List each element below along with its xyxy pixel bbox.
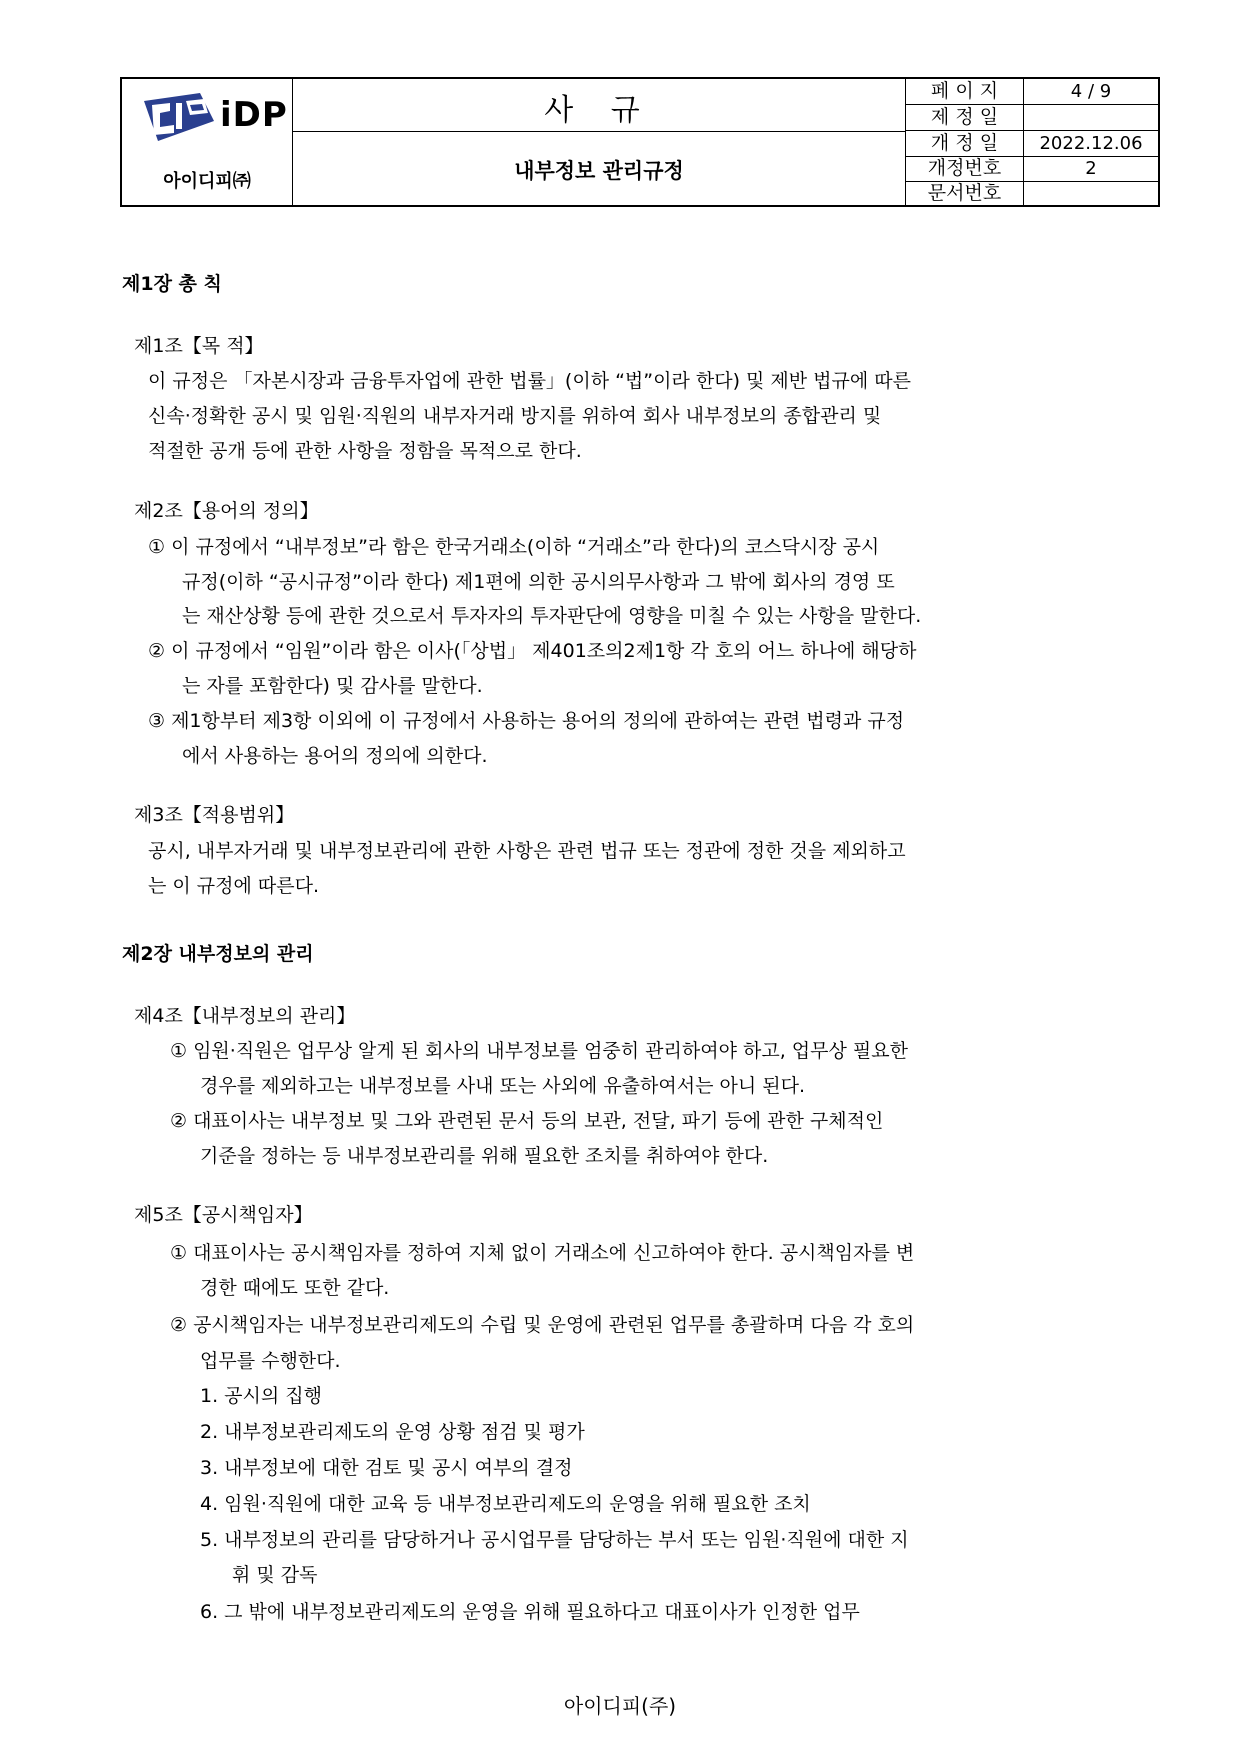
idp-logo-icon: [140, 91, 220, 143]
header-divider: [293, 131, 905, 132]
meta-label-doc-no: 문서번호: [927, 182, 1002, 204]
article-title: 제2조【용어의 정의】: [134, 500, 319, 522]
document-title: 내부정보 관리규정: [514, 159, 684, 183]
page-footer: 아이디피(주): [563, 1694, 677, 1718]
logo-wordmark: iDP: [220, 95, 288, 135]
list-item: 휘 및 감독: [232, 1564, 318, 1586]
list-item: 1. 공시의 집행: [200, 1385, 322, 1407]
article-title: 제5조【공시책임자】: [134, 1204, 313, 1226]
paragraph-line: 기준을 정하는 등 내부정보관리를 위해 필요한 조치를 취하여야 한다.: [200, 1145, 769, 1167]
paragraph-line: 규정(이하 “공시규정”이라 한다) 제1편에 의한 공시의무사항과 그 밖에 회사의 경영 또: [182, 571, 895, 593]
list-item: 2. 내부정보관리제도의 운영 상황 점검 및 평가: [200, 1421, 585, 1443]
list-item: 6. 그 밖에 내부정보관리제도의 운영을 위해 필요하다고 대표이사가 인정한 업무: [200, 1601, 860, 1623]
meta-label-page: 페 이 지: [930, 80, 999, 102]
paragraph-line: ② 이 규정에서 “임원”이라 함은 이사(「상법」 제401조의2제1항 각 호의 어느 하나에 해당하: [148, 640, 917, 662]
paragraph-line: 신속·정확한 공시 및 임원·직원의 내부자거래 방지를 위하여 회사 내부정보의 종합관리 및: [148, 405, 882, 427]
document-header-table: [120, 77, 1160, 207]
meta-label-enacted: 제 정 일: [930, 106, 999, 128]
paragraph-line: 공시, 내부자거래 및 내부정보관리에 관한 사항은 관련 법규 또는 정관에 정한 것을 제외하고: [148, 840, 906, 862]
paragraph-line: ① 대표이사는 공시책임자를 정하여 지체 없이 거래소에 신고하여야 한다. 공시책임자를 변: [170, 1242, 915, 1264]
meta-value-revision-no: 2: [1085, 158, 1097, 179]
list-item: 5. 내부정보의 관리를 담당하거나 공시업무를 담당하는 부서 또는 임원·직원에 대한 지: [200, 1529, 909, 1551]
paragraph-line: ② 대표이사는 내부정보 및 그와 관련된 문서 등의 보관, 전달, 파기 등에 관한 구체적인: [170, 1110, 884, 1132]
paragraph-line: 경한 때에도 또한 같다.: [200, 1277, 390, 1299]
paragraph-line: 는 재산상황 등에 관한 것으로서 투자자의 투자판단에 영향을 미칠 수 있는 사항을 말한다.: [182, 605, 922, 627]
article-title: 제4조【내부정보의 관리】: [134, 1005, 356, 1027]
article-title: 제1조【목 적】: [134, 335, 264, 357]
list-item: 3. 내부정보에 대한 검토 및 공시 여부의 결정: [200, 1457, 573, 1479]
paragraph-line: ③ 제1항부터 제3항 이외에 이 규정에서 사용하는 용어의 정의에 관하여는 관련 법령과 규정: [148, 710, 905, 732]
meta-value-revised: 2022.12.06: [1039, 133, 1143, 154]
paragraph-line: 경우를 제외하고는 내부정보를 사내 또는 사외에 유출하여서는 아니 된다.: [200, 1075, 805, 1097]
chapter-heading: 제1장 총 칙: [122, 273, 222, 295]
company-logo: [122, 79, 292, 205]
chapter-heading: 제2장 내부정보의 관리: [122, 943, 314, 965]
paragraph-line: 에서 사용하는 용어의 정의에 의한다.: [182, 745, 488, 767]
meta-value-page: 4 / 9: [1070, 81, 1112, 102]
article-title: 제3조【적용범위】: [134, 804, 295, 826]
paragraph-line: ① 이 규정에서 “내부정보”라 함은 한국거래소(이하 “거래소”라 한다)의 코스닥시장 공시: [148, 536, 880, 558]
paragraph-line: ① 임원·직원은 업무상 알게 된 회사의 내부정보를 엄중히 관리하여야 하고, 업무상 필요한: [170, 1040, 908, 1062]
list-item: 4. 임원·직원에 대한 교육 등 내부정보관리제도의 운영을 위해 필요한 조치: [200, 1493, 811, 1515]
paragraph-line: 업무를 수행한다.: [200, 1350, 341, 1372]
company-name: 아이디피㈜: [163, 171, 251, 192]
paragraph-line: 는 자를 포함한다) 및 감사를 말한다.: [182, 675, 483, 697]
paragraph-line: 는 이 규정에 따른다.: [148, 875, 319, 897]
meta-label-revision-no: 개정번호: [927, 157, 1002, 179]
paragraph-line: 이 규정은 「자본시장과 금융투자업에 관한 법률」(이하 “법”이라 한다) 및 제반 법규에 따른: [148, 370, 911, 392]
paragraph-line: ② 공시책임자는 내부정보관리제도의 수립 및 운영에 관련된 업무를 총괄하며 다음 각 호의: [170, 1314, 915, 1336]
meta-label-revised: 개 정 일: [930, 132, 999, 154]
document-type: 사 규: [544, 93, 654, 128]
paragraph-line: 적절한 공개 등에 관한 사항을 정함을 목적으로 한다.: [148, 440, 582, 462]
